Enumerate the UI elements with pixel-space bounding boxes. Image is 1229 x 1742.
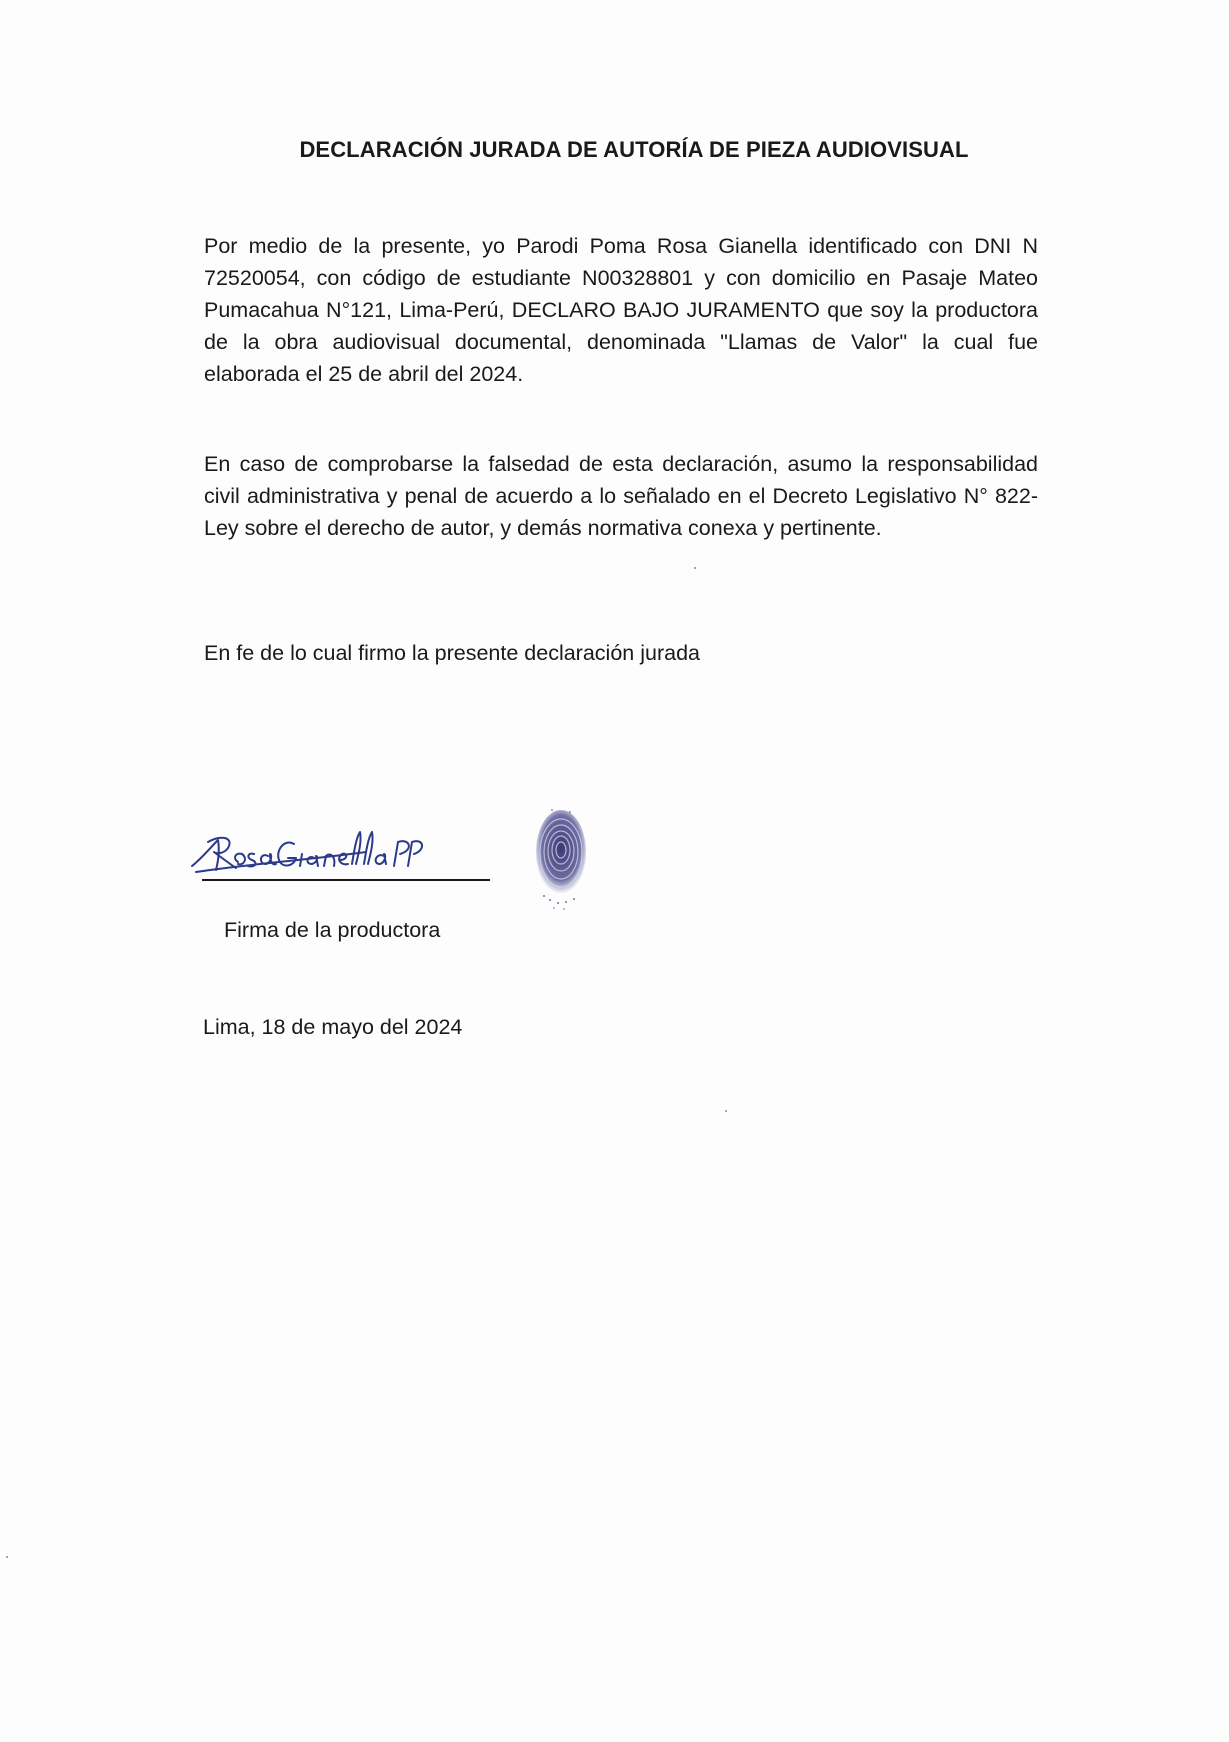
document-title: DECLARACIÓN JURADA DE AUTORÍA DE PIEZA AUDIOVISUAL — [299, 137, 969, 162]
date-line: Lima, 18 de mayo del 2024 — [203, 1015, 463, 1039]
closing-paragraph: En fe de lo cual firmo la presente declaración jurada — [204, 641, 700, 665]
liability-paragraph: En caso de comprobarse la falsedad de esta declaración, asumo la responsabilidad civil administrativa y penal de acuerdo a lo señalado en el Decreto Legislativo N° 822-Ley sobre el derecho de autor, y demás normativa conexa y pertinente. — [204, 452, 1038, 540]
scan-speck — [725, 1110, 727, 1112]
scan-speck — [694, 567, 696, 569]
signature-line — [202, 879, 490, 881]
handwritten-signature — [188, 818, 428, 884]
declaration-paragraph: Por medio de la presente, yo Parodi Poma Rosa Gianella identificado con DNI N 72520054, con código de estudiante N00328801 y con domicilio en Pasaje Mateo Pumacahua N°121, Lima-Perú, DECLARO BAJO JURAMENTO que soy la productora de la obra audiovisual documental, denominada "Llamas de Valor" la cual fue elaborada el 25 de abril del 2024. — [204, 234, 1038, 386]
fingerprint-stamp — [530, 800, 592, 920]
scan-speck — [6, 1556, 8, 1558]
signature-caption: Firma de la productora — [224, 918, 441, 942]
